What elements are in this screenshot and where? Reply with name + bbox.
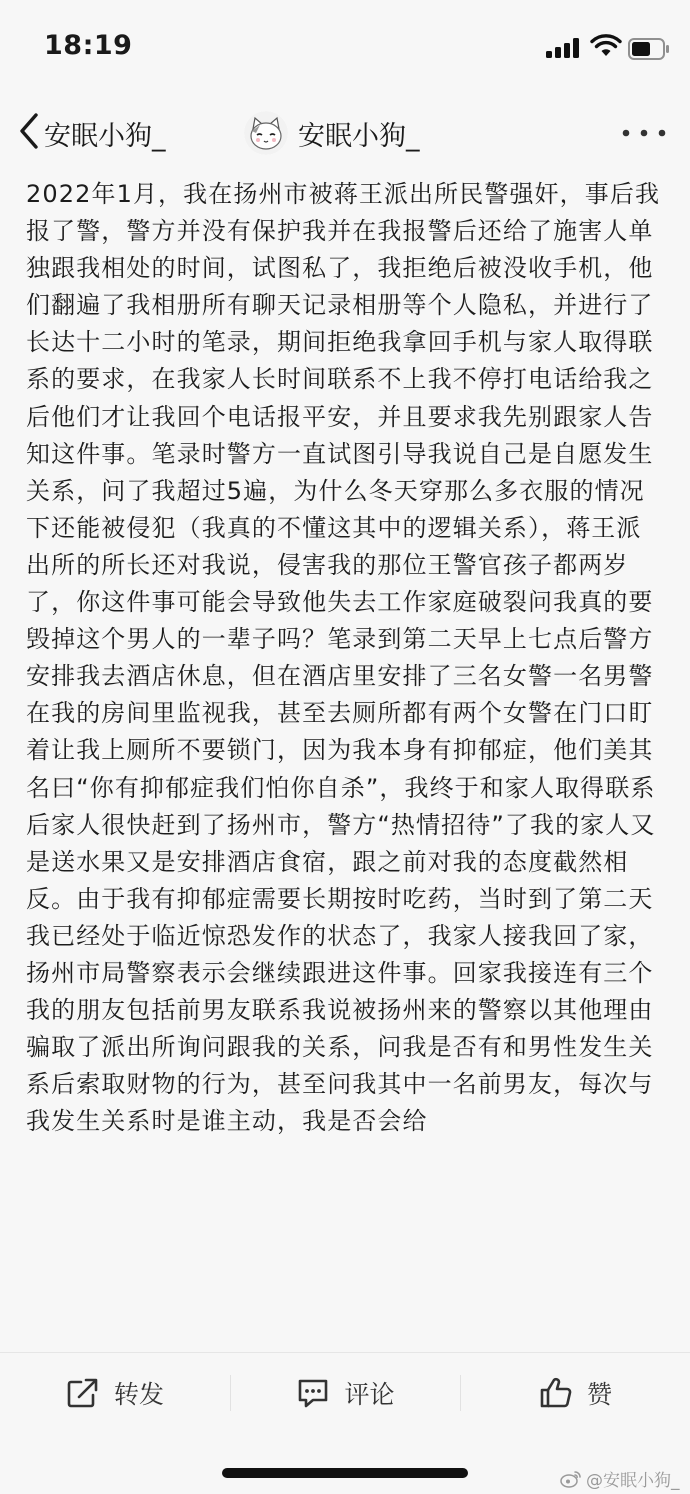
watermark bbox=[560, 1466, 680, 1491]
more-button[interactable] bbox=[618, 120, 670, 146]
like-button[interactable] bbox=[461, 1353, 690, 1433]
back-label: 安眠小狗_ bbox=[44, 120, 166, 152]
wifi-icon bbox=[590, 34, 622, 62]
back-button[interactable] bbox=[16, 108, 166, 158]
nav-profile[interactable] bbox=[244, 108, 420, 158]
post-text: 2022年1月，我在扬州市被蒋王派出所民警强奸，事后我报了警，警方并没有保护我并在我报警后还给了施害人单独跟我相处的时间，试图私了，我拒绝后被没收手机，他们翻遍了我相册所有聊天记录相册等个人隐私，并进行了长达十二小时的笔录，期间拒绝我拿回手机与家人取得联系的要求，在我家人长时间联系不上我不停打电话给我之后他们才让我回个电话报平安，并且要求我先别跟家人告知这件事。笔录时警方一直试图引导我说自己是自愿发生关系，问了我超过5遍，为什么冬天穿那么多衣服的情况下还能被侵犯（我真的不懂这其中的逻辑关系），蒋王派出所的所长还对我说，侵害我的那位王警官孩子都两岁了，你这件事可能会导致他失去工作家庭破裂问我真的要毁掉这个男人的一辈子吗？笔录到第二天早上七点后警方安排我去酒店休息，但在酒店里安排了三名女警一名男警在我的房间里监视我，甚至去厕所都有两个女警在门口盯着让我上厕所不要锁门，因为我本身有抑郁症，他们美其名曰“你有抑郁症我们怕你自杀”，我终于和家人取得联系后家人很快赶到了扬州市，警方“热情招待”了我的家人又是送水果又是安排酒店食宿，跟之前对我的态度截然相反。由于我有抑郁症需要长期按时吃药，当时到了第二天我已经处于临近惊恐发作的状态了，我家人接我回了家，扬州市局警察表示会继续跟进这件事。回家我接连有三个我的朋友包括前男友联系我说被扬州来的警察以其他理由骗取了派出所询问跟我的关系，问我是否有和男性发生关系后索取财物的行为，甚至问我其中一名前男友，每次与我发生关系时是谁主动，我是否会给 bbox=[26, 180, 661, 1136]
weibo-logo-icon bbox=[560, 1470, 582, 1488]
cellular-signal-icon bbox=[546, 38, 582, 62]
post-content bbox=[26, 176, 666, 1352]
comment-icon bbox=[296, 1377, 330, 1409]
nav-bar bbox=[0, 96, 690, 174]
comment-label: 评论 bbox=[344, 1380, 395, 1409]
like-label: 赞 bbox=[586, 1380, 612, 1409]
chevron-left-icon bbox=[16, 111, 42, 155]
more-dots-icon bbox=[618, 131, 670, 150]
repost-button[interactable] bbox=[0, 1353, 230, 1433]
nav-title: 安眠小狗_ bbox=[298, 120, 420, 152]
status-time: 18:19 bbox=[44, 30, 133, 61]
status-bar bbox=[0, 0, 690, 96]
thumbs-up-icon bbox=[539, 1377, 573, 1409]
cat-avatar-icon bbox=[244, 111, 288, 155]
watermark-text: @安眠小狗_ bbox=[586, 1471, 680, 1491]
comment-button[interactable] bbox=[231, 1353, 460, 1433]
action-bar bbox=[0, 1352, 690, 1433]
repost-icon bbox=[66, 1377, 100, 1409]
home-indicator[interactable] bbox=[222, 1468, 468, 1478]
battery-icon bbox=[628, 38, 670, 64]
repost-label: 转发 bbox=[113, 1380, 164, 1409]
